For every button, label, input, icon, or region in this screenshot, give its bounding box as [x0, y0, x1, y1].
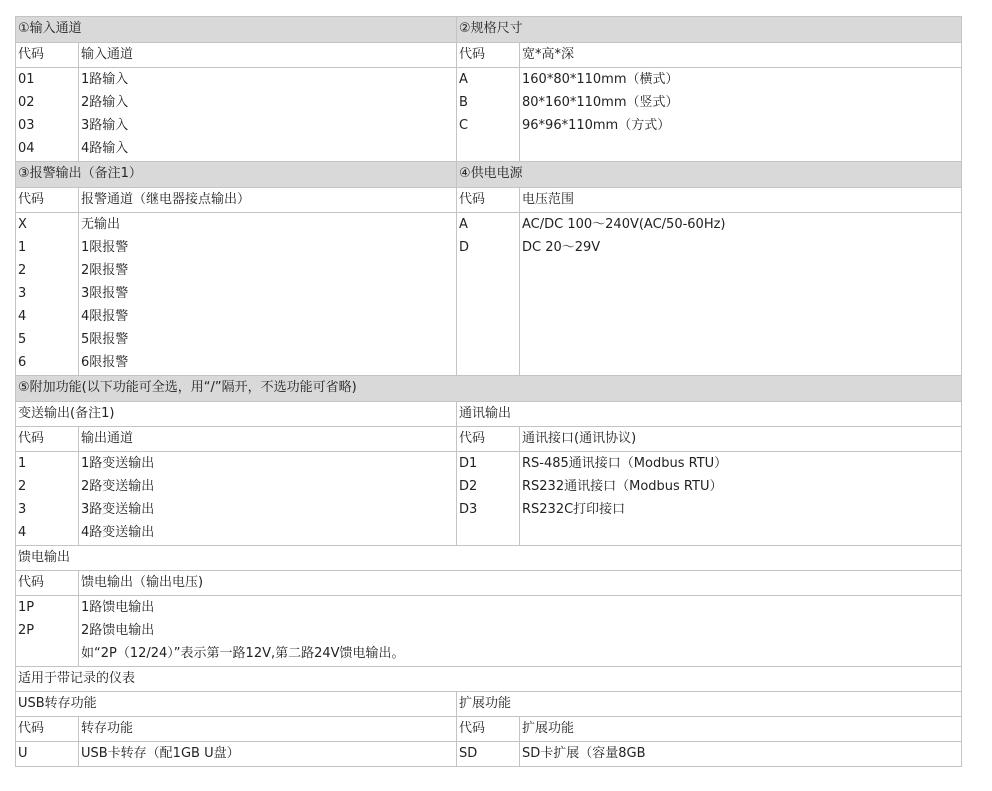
dimension-names — [520, 68, 962, 162]
alarm-channel-header: 报警通道（继电器接点输出） — [79, 188, 457, 213]
list-item: A — [459, 72, 468, 87]
dimension-codes — [457, 68, 520, 162]
transmit-names — [79, 452, 457, 546]
code-header: 代码 — [16, 717, 79, 742]
comm-names — [520, 452, 962, 546]
column-header-row — [16, 427, 962, 452]
selection-table — [15, 16, 962, 767]
list-item: 3 — [18, 502, 27, 517]
section-header-row — [16, 162, 962, 188]
transmit-output-title: 变送输出(备注1) — [16, 402, 457, 427]
additional-functions-title: ⑤附加功能(以下功能可全选，用“/”隔开，不选功能可省略) — [16, 376, 962, 402]
spec-sheet — [15, 16, 961, 767]
list-item: 160*80*110mm（横式） — [522, 72, 679, 87]
list-item: 2路变送输出 — [81, 479, 155, 494]
list-item: X — [18, 217, 27, 232]
options-row — [16, 68, 962, 162]
options-row — [16, 213, 962, 376]
subsection-title-row — [16, 692, 962, 717]
list-item: 04 — [18, 141, 35, 156]
record-instrument-note: 适用于带记录的仪表 — [16, 667, 962, 692]
transmit-codes — [16, 452, 79, 546]
input-channel-header: 输入通道 — [79, 43, 457, 68]
alarm-output-title: ③报警输出（备注1） — [16, 162, 457, 188]
list-item: 6限报警 — [81, 355, 129, 370]
code-header: 代码 — [457, 717, 520, 742]
feed-output-title: 馈电输出 — [16, 546, 962, 571]
list-item: 2限报警 — [81, 263, 129, 278]
code-header: 代码 — [457, 43, 520, 68]
list-item: 5 — [18, 332, 27, 347]
section-header-row — [16, 376, 962, 402]
list-item: D — [459, 240, 470, 255]
column-header-row — [16, 717, 962, 742]
list-item: 无输出 — [81, 217, 121, 232]
list-item: 1P — [18, 600, 35, 615]
list-item: 3限报警 — [81, 286, 129, 301]
list-item: D1 — [459, 456, 478, 471]
list-item: 1 — [18, 240, 27, 255]
list-item: 3路变送输出 — [81, 502, 155, 517]
list-item: 2P — [18, 623, 35, 638]
code-header: 代码 — [16, 571, 79, 596]
subsection-title-row — [16, 402, 962, 427]
comm-codes — [457, 452, 520, 546]
column-header-row — [16, 571, 962, 596]
list-item: 96*96*110mm（方式） — [522, 118, 671, 133]
ext-name: SD卡扩展（容量8GB — [520, 742, 962, 767]
dimension-header: 宽*高*深 — [520, 43, 962, 68]
list-item: 03 — [18, 118, 35, 133]
usb-name: USB卡转存（配1GB U盘） — [79, 742, 457, 767]
list-item: C — [459, 118, 469, 133]
list-item: 01 — [18, 72, 35, 87]
input-channel-names — [79, 68, 457, 162]
list-item: RS232C打印接口 — [522, 502, 626, 517]
feed-codes — [16, 596, 79, 667]
list-item: 6 — [18, 355, 27, 370]
dimension-title: ②规格尺寸 — [457, 17, 962, 43]
list-item: 2路输入 — [81, 95, 129, 110]
list-item: 1路馈电输出 — [81, 600, 155, 615]
options-row — [16, 452, 962, 546]
extension-function-title: 扩展功能 — [457, 692, 962, 717]
column-header-row — [16, 43, 962, 68]
list-item: 3 — [18, 286, 27, 301]
output-channel-header: 输出通道 — [79, 427, 457, 452]
list-item: RS232通讯接口（Modbus RTU） — [522, 479, 723, 494]
feed-output-header: 馈电输出（输出电压) — [79, 571, 962, 596]
power-codes — [457, 213, 520, 376]
code-header: 代码 — [16, 188, 79, 213]
list-item: 1路输入 — [81, 72, 129, 87]
usb-code: U — [16, 742, 79, 767]
note-row — [16, 667, 962, 692]
list-item: D2 — [459, 479, 478, 494]
code-header: 代码 — [16, 427, 79, 452]
comm-interface-header: 通讯接口(通讯协议) — [520, 427, 962, 452]
feed-names — [79, 596, 962, 667]
list-item: 80*160*110mm（竖式） — [522, 95, 679, 110]
list-item: AC/DC 100～240V(AC/50-60Hz) — [522, 217, 726, 232]
list-item: 4 — [18, 309, 27, 324]
code-header: 代码 — [457, 427, 520, 452]
list-item: A — [459, 217, 468, 232]
list-item: 1 — [18, 456, 27, 471]
comm-output-title: 通讯输出 — [457, 402, 962, 427]
power-supply-title: ④供电电源 — [457, 162, 962, 188]
subsection-title-row — [16, 546, 962, 571]
usb-function-header: 转存功能 — [79, 717, 457, 742]
section-header-row — [16, 17, 962, 43]
usb-function-title: USB转存功能 — [16, 692, 457, 717]
alarm-codes — [16, 213, 79, 376]
options-row — [16, 596, 962, 667]
list-item: 4限报警 — [81, 309, 129, 324]
list-item: B — [459, 95, 468, 110]
list-item: 3路输入 — [81, 118, 129, 133]
extension-function-header: 扩展功能 — [520, 717, 962, 742]
list-item: 2 — [18, 263, 27, 278]
code-header: 代码 — [457, 188, 520, 213]
list-item: 1路变送输出 — [81, 456, 155, 471]
list-item: 1限报警 — [81, 240, 129, 255]
list-item: 02 — [18, 95, 35, 110]
list-item: 2路馈电输出 — [81, 623, 155, 638]
input-channel-codes — [16, 68, 79, 162]
code-header: 代码 — [16, 43, 79, 68]
column-header-row — [16, 188, 962, 213]
feed-note: 如“2P（12/24）”表示第一路12V,第二路24V馈电输出。 — [81, 646, 405, 661]
list-item: 4路输入 — [81, 141, 129, 156]
list-item: RS-485通讯接口（Modbus RTU） — [522, 456, 728, 471]
list-item: 4路变送输出 — [81, 525, 155, 540]
list-item: D3 — [459, 502, 478, 517]
alarm-names — [79, 213, 457, 376]
list-item: 4 — [18, 525, 27, 540]
list-item: 2 — [18, 479, 27, 494]
input-channel-title: ①输入通道 — [16, 17, 457, 43]
voltage-range-header: 电压范围 — [520, 188, 962, 213]
list-item: 5限报警 — [81, 332, 129, 347]
ext-code: SD — [457, 742, 520, 767]
list-item: DC 20～29V — [522, 240, 601, 255]
options-row — [16, 742, 962, 767]
power-names — [520, 213, 962, 376]
